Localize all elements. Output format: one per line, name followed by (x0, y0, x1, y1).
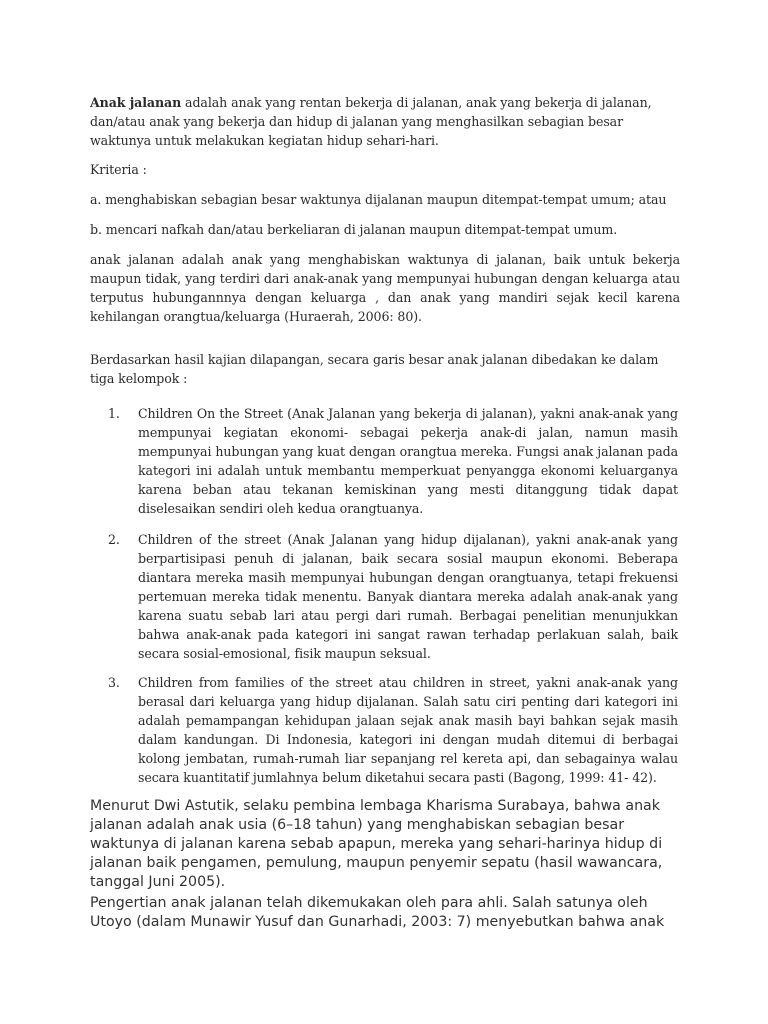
groups-list (108, 530, 678, 663)
kriteria-item-a: a. menghabiskan sebagian besar waktunya dijalanan maupun ditempat-tempat umum; atau (90, 192, 667, 207)
list-item-text: Children of the street (Anak Jalanan yang hidup dijalanan), yakni anak-anak yang berpartisipasi penuh di jalanan, baik secara sosial maupun ekonomi. Beberapa diantara mereka masih mempunyai hubungan dengan orangtuanya, tetapi frekuensi pertemuan mereka tidak menentu. Banyak diantara mereka adalah anak-anak yang karena suatu sebab lari atau pergi dari rumah. Berbagai penelitian menunjukkan bahwa anak-anak pada kategori ini sangat rawan terhadap perlakuan salah, baik secara sosial-emosional, fisik maupun seksual. (138, 532, 678, 661)
groups-list (108, 673, 678, 787)
intro-text: adalah anak yang rentan bekerja di jalanan, anak yang bekerja di jalanan, dan/atau anak yang bekerja dan hidup di jalanan yang menghasilkan sebagian besar waktunya untuk melakukan kegiatan hidup sehari-hari. (90, 95, 652, 148)
list-item (108, 404, 678, 518)
kriteria-item-b: b. mencari nafkah dan/atau berkeliaran di jalanan maupun ditempat-tempat umum. (90, 222, 618, 237)
list-item (108, 673, 678, 787)
definition-paragraph: anak jalanan adalah anak yang menghabiskan waktunya di jalanan, baik untuk bekerja maupun tidak, yang terdiri dari anak-anak yang mempunyai hubungan dengan keluarga atau terputus hubungannnya dengan keluarga , dan anak yang mandiri sejak kecil karena kehilangan orangtua/keluarga (Huraerah, 2006: 80). (90, 252, 680, 324)
intro-term: Anak jalanan (90, 95, 182, 110)
list-item-number: 2. (108, 532, 120, 547)
kriteria-heading: Kriteria : (90, 162, 147, 177)
kajian-paragraph: Berdasarkan hasil kajian dilapangan, secara garis besar anak jalanan dibedakan ke dalam tiga kelompok : (90, 352, 659, 386)
list-item (108, 530, 678, 663)
list-item-text: Children from families of the street atau children in street, yakni anak-anak yang berasal dari keluarga yang hidup dijalanan. Salah satu ciri penting dari kategori ini adalah pemampangan kehidupan jalaan sejak anak masih bayi bahkan sejak masih dalam kandungan. Di Indonesia, kategori ini dengan mudah ditemui di berbagai kolong jembatan, rumah-rumah liar sepanjang rel kereta api, dan sebagainya walau secara kuantitatif jumlahnya belum diketahui secara pasti (Bagong, 1999: 41- 42). (138, 675, 678, 785)
list-item-number: 1. (108, 406, 120, 421)
list-item-number: 3. (108, 675, 120, 690)
pengertian-paragraph: Pengertian anak jalanan telah dikemukakan oleh para ahli. Salah satunya oleh Utoyo (dalam Munawir Yusuf dan Gunarhadi, 2003: 7) menyebutkan bahwa anak (90, 895, 665, 930)
list-item-text: Children On the Street (Anak Jalanan yang bekerja di jalanan), yakni anak-anak yang mempunyai kegiatan ekonomi- sebagai pekerja anak-di jalan, namun masih mempunyai hubungan yang kuat dengan orangtua mereka. Fungsi anak jalanan pada kategori ini adalah untuk membantu memperkuat penyangga ekonomi keluarganya karena beban atau tekanan kemiskinan yang mesti ditanggung tidak dapat diselesaikan sendiri oleh kedua orangtuanya. (138, 406, 678, 516)
astutik-paragraph: Menurut Dwi Astutik, selaku pembina lembaga Kharisma Surabaya, bahwa anak jalanan adalah anak usia (6–18 tahun) yang menghabiskan sebagian besar waktunya di jalanan karena sebab apapun, mereka yang sehari-harinya hidup di jalanan baik pengamen, pemulung, maupun penyemir sepatu (hasil wawancara, tanggal Juni 2005). (90, 798, 663, 890)
groups-list (108, 404, 678, 518)
intro-paragraph (90, 93, 680, 150)
